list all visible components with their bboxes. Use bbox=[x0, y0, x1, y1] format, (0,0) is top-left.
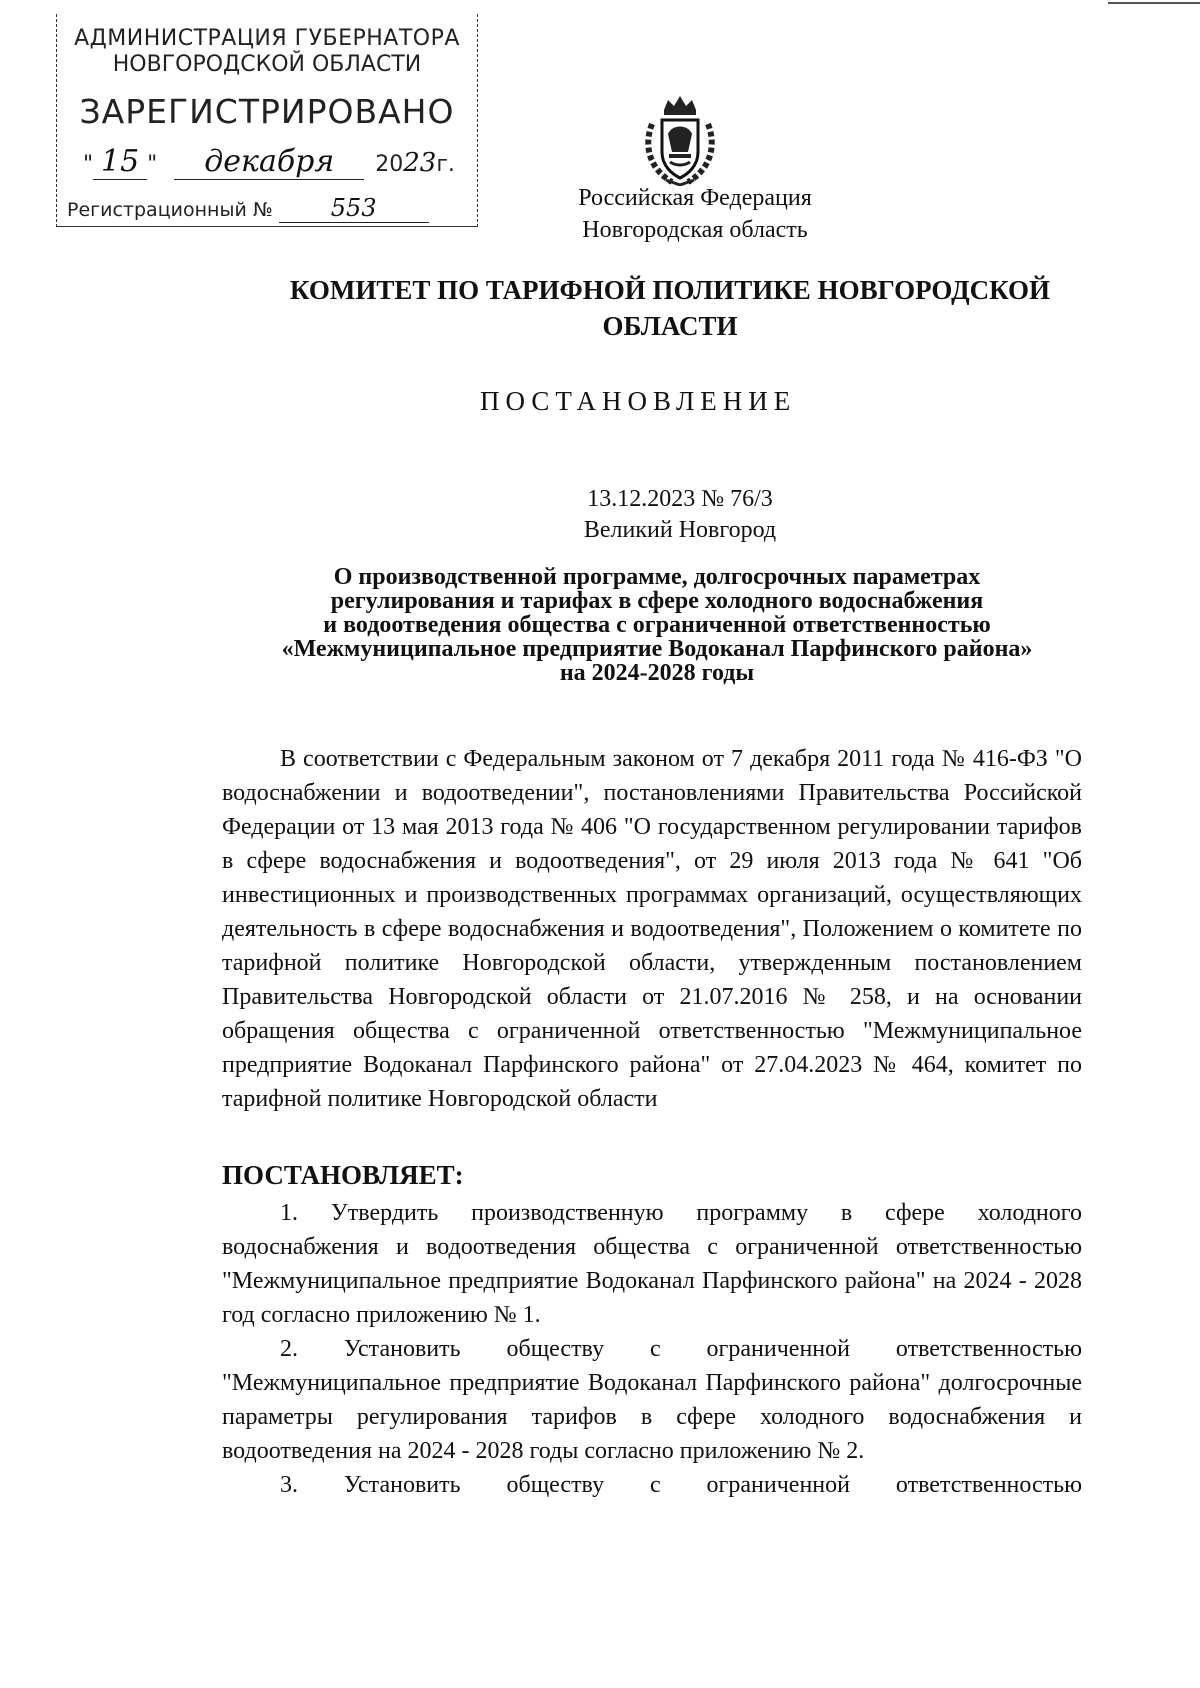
city-name: Великий Новгород bbox=[583, 517, 777, 543]
document-type: ПОСТАНОВЛЕНИЕ bbox=[480, 386, 797, 416]
stamp-date-row: " 15 " декабря 2023г. bbox=[83, 144, 455, 179]
scan-edge-mark bbox=[1108, 2, 1200, 4]
stamp-year-prefix: 20 bbox=[375, 152, 404, 177]
resolution-item-3: 3. Установить обществу с ограниченной ответственностью bbox=[280, 1472, 1082, 1498]
committee-name: КОМИТЕТ ПО ТАРИФНОЙ ПОЛИТИКЕ НОВГОРОДСКОЙ ОБЛАСТИ bbox=[289, 275, 1051, 341]
stamp-reg-number: 553 bbox=[279, 194, 429, 223]
stamp-registered: ЗАРЕГИСТРИРОВАНО bbox=[79, 92, 455, 131]
stamp-org-line1: АДМИНИСТРАЦИЯ ГУБЕРНАТОРА bbox=[74, 26, 460, 51]
stamp-year-unit: г. bbox=[436, 152, 455, 177]
resolution-item-1: 1. Утвердить производственную программу в сфере холодного водоснабжения и водоотведения общества с ограниченной ответственностью "Межмуниципальное предприятие Водоканал Парфинского района" на 2024 - 2028 год согласно приложению № 1. bbox=[222, 1200, 1082, 1328]
coat-of-arms-icon bbox=[642, 94, 718, 186]
preamble-paragraph: В соответствии с Федеральным законом от 7 декабря 2011 года № 416-ФЗ "О водоснабжении и водоотведении", постановлениями Правительства Российской Федерации от 13 мая 2013 года № 406 "О государственном регулировании тарифов в сфере водоснабжения и водоотведения", от 29 июля 2013 года № 641 "Об инвестиционных и производственных программах организаций, осуществляющих деятельность в сфере водоснабжения и водоотведения", Положением о комитете по тарифной политике Новгородской области, утвержденным постановлением Правительства Новгородской области от 21.07.2016 № 258, и на основании обращения общества с ограниченной ответственностью "Межмуниципальное предприятие Водоканал Парфинского района" от 27.04.2023 № 464, комитет по тарифной политике Новгородской области bbox=[222, 746, 1082, 1112]
stamp-reg-number-row bbox=[67, 194, 463, 228]
subject-line: О производственной программе, долгосрочных параметрах bbox=[333, 564, 981, 590]
subject-line: на 2024-2028 годы bbox=[559, 660, 755, 686]
date-number-block bbox=[500, 484, 860, 546]
country-name: Российская Федерация bbox=[578, 185, 812, 211]
resolves-heading: ПОСТАНОВЛЯЕТ: bbox=[222, 1160, 464, 1190]
region-name: Новгородская область bbox=[582, 217, 808, 243]
resolution-items bbox=[222, 1196, 1082, 1502]
subject-line: регулирования и тарифах в сфере холодного водоснабжения bbox=[330, 588, 984, 614]
subject-line: и водоотведения общества с ограниченной ответственностью bbox=[323, 612, 991, 638]
subject-line: «Межмуниципальное предприятие Водоканал Парфинского района» bbox=[281, 636, 1033, 662]
stamp-reg-label: Регистрационный № bbox=[67, 199, 273, 221]
registration-stamp bbox=[56, 14, 478, 227]
stamp-month: декабря bbox=[174, 144, 364, 180]
stamp-org-line2: НОВГОРОДСКОЙ ОБЛАСТИ bbox=[112, 52, 422, 77]
stamp-day: 15 bbox=[93, 144, 147, 180]
stamp-year-suffix: 23 bbox=[403, 148, 437, 178]
document-subject bbox=[232, 565, 1082, 685]
resolution-item-2: 2. Установить обществу с ограниченной ответственностью "Межмуниципальное предприятие Водоканал Парфинского района" долгосрочные параметры регулирования тарифов в сфере холодного водоснабжения и водоотведения на 2024 - 2028 годы согласно приложению № 2. bbox=[222, 1336, 1082, 1464]
date-number: 13.12.2023 № 76/3 bbox=[587, 486, 773, 512]
country-region-block bbox=[500, 182, 890, 246]
